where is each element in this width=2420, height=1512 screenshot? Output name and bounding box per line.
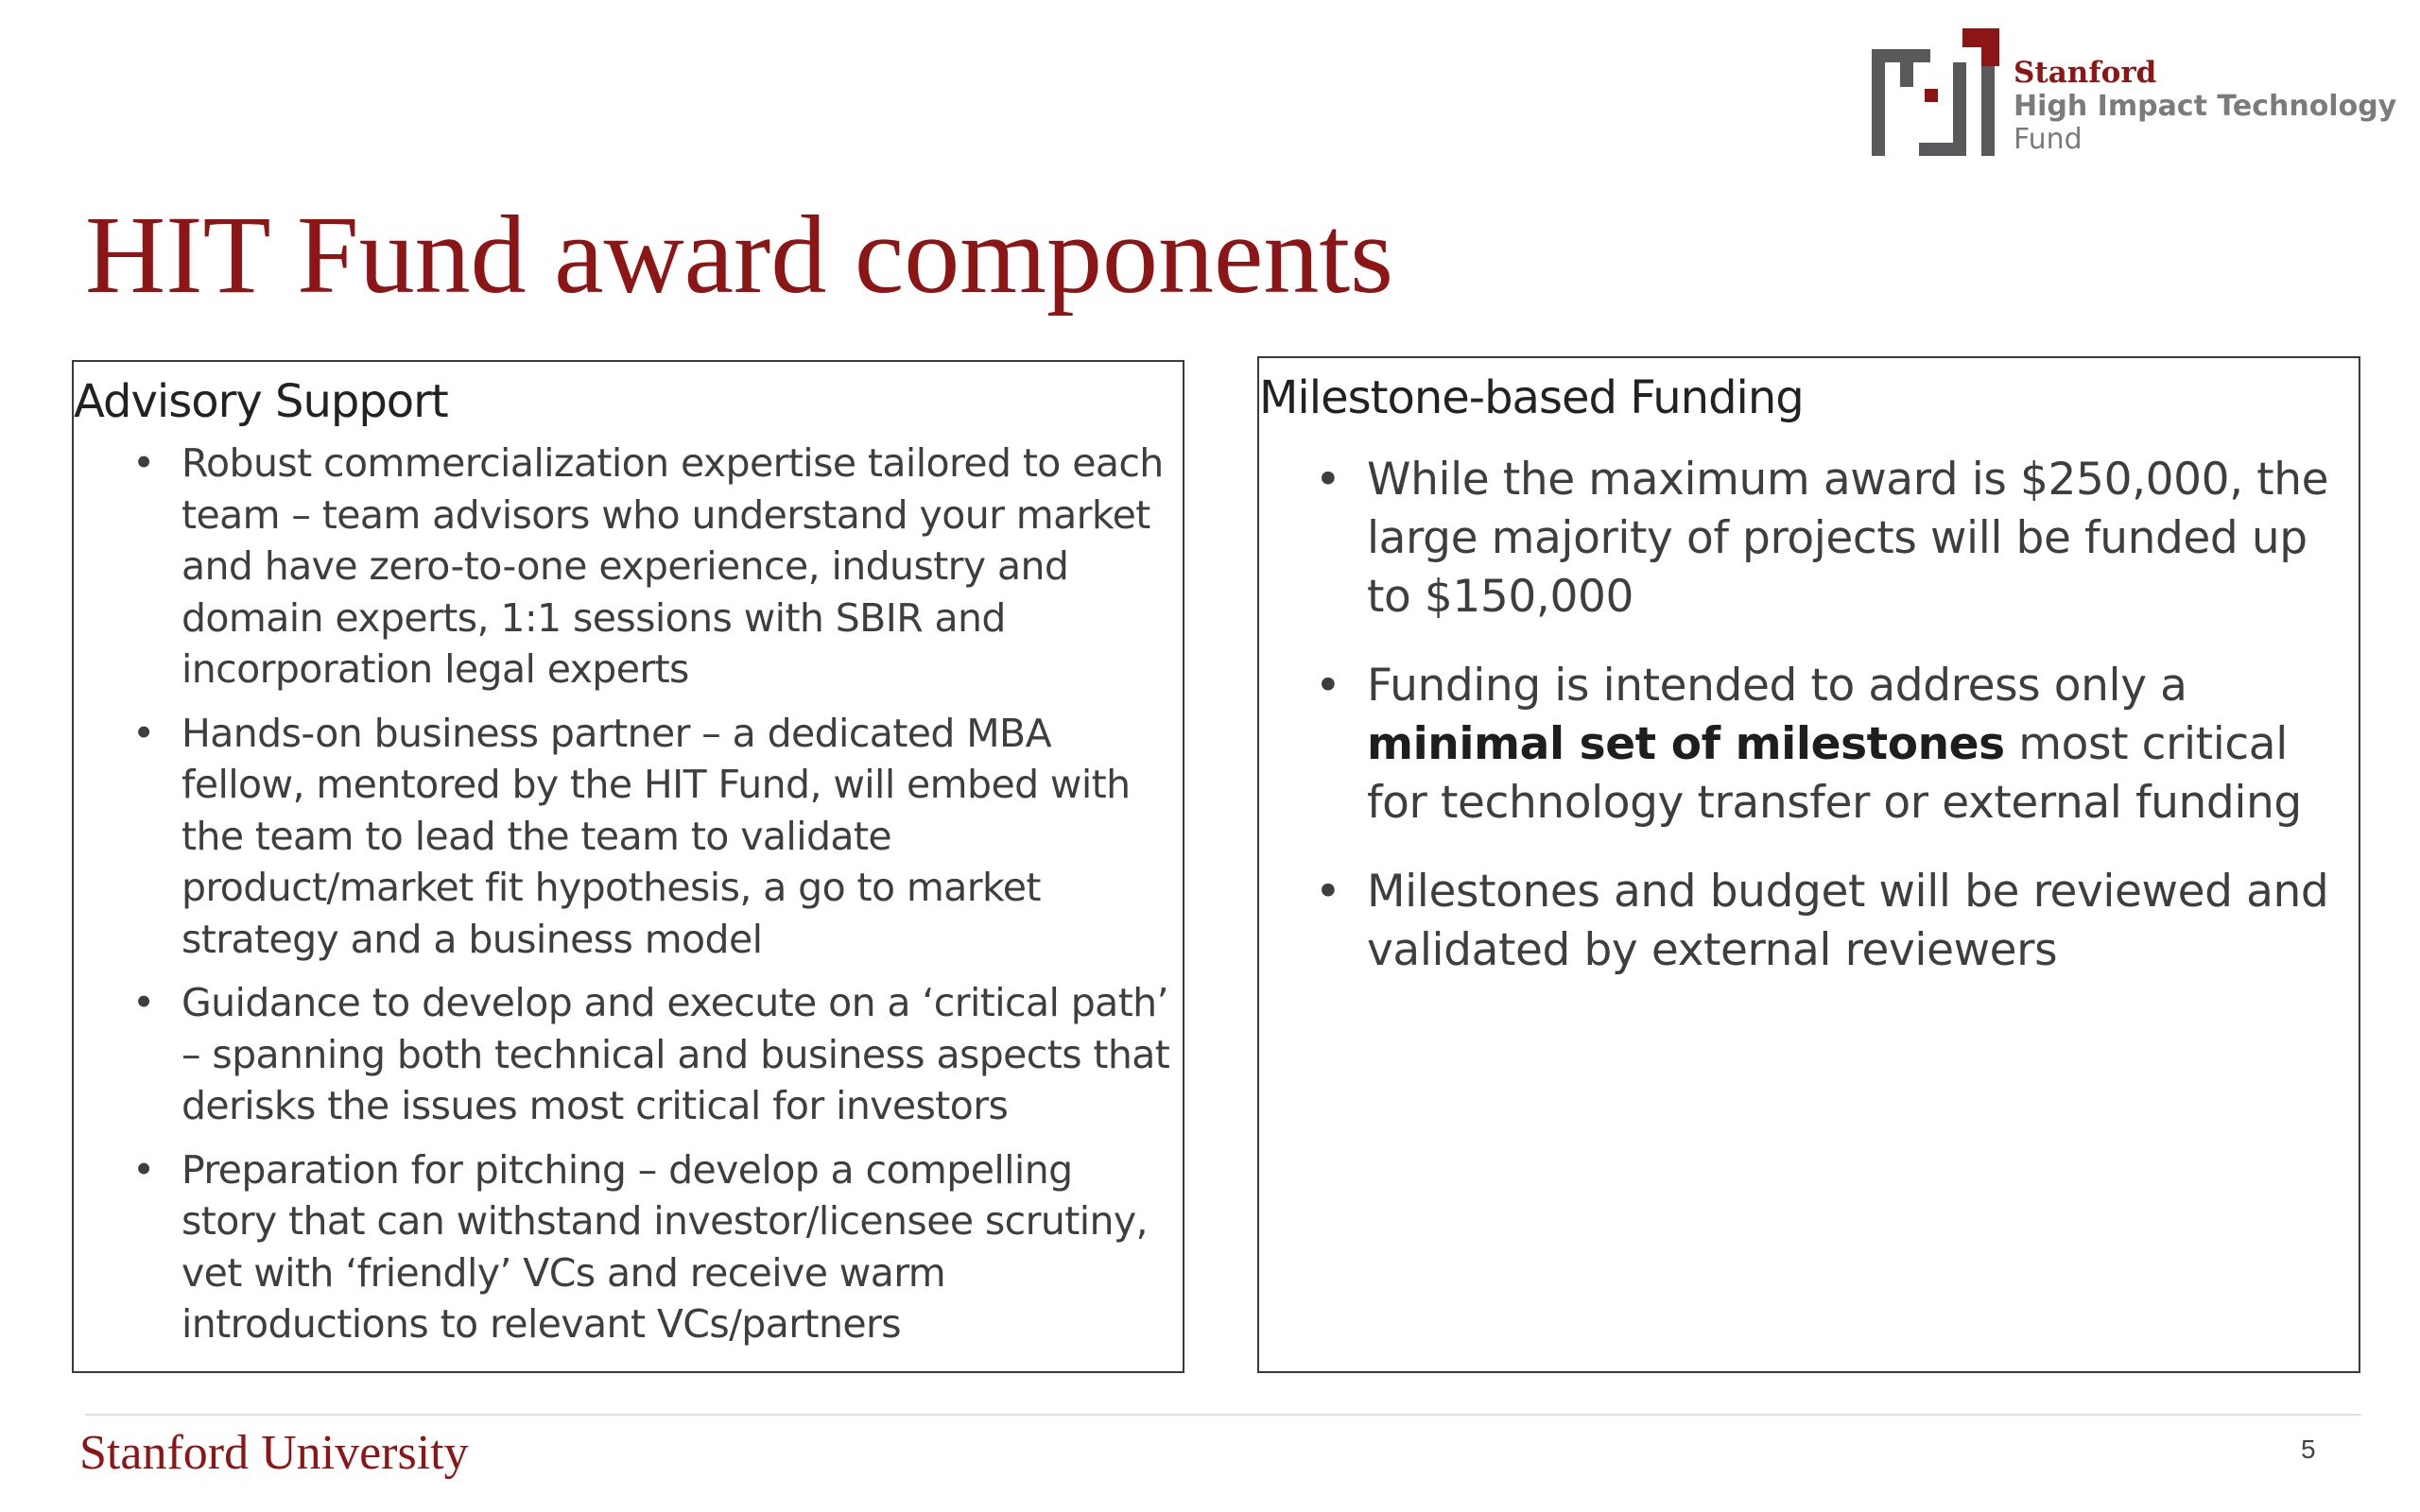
bullet-dot-icon: • — [1315, 866, 1341, 918]
advisory-bullet — [132, 438, 1174, 696]
page-title: HIT Fund award components — [85, 193, 1394, 317]
milestone-bullet-emphasis: minimal set of milestones — [1367, 718, 2005, 770]
logo-line-stanford: Stanford — [2014, 56, 2157, 90]
advisory-support-heading: Advisory Support — [74, 375, 448, 428]
milestone-bullet-text: While the maximum award is $250,000, the large majority of projects will be funded up to $150,000 — [1367, 454, 2329, 623]
bullet-dot-icon: • — [132, 710, 155, 756]
advisory-bullet-list — [132, 438, 1174, 1363]
logo-wordmark — [2014, 57, 2396, 156]
milestone-bullet — [1315, 451, 2350, 627]
milestone-bullet — [1315, 657, 2350, 833]
milestone-bullet-text-lead: Funding is intended to address only a — [1367, 660, 2187, 712]
footer-divider — [85, 1414, 2361, 1416]
footer-brand: Stanford University — [79, 1426, 469, 1480]
bullet-dot-icon: • — [1315, 454, 1341, 506]
bullet-dot-icon: • — [132, 440, 155, 486]
bullet-dot-icon: • — [132, 1146, 155, 1193]
milestone-bullet — [1315, 863, 2350, 980]
milestone-bullet-list — [1315, 451, 2350, 1010]
bullet-dot-icon: • — [1315, 660, 1341, 712]
advisory-bullet-text: Robust commercialization expertise tailored to each team – team advisors who understand your market and have zero-to-one experience, industry and domain experts, 1:1 sessions with SBIR and incorporation legal experts — [182, 440, 1164, 692]
hit-fund-logo — [1872, 28, 2397, 161]
bullet-dot-icon: • — [132, 980, 155, 1025]
page-number: 5 — [2301, 1435, 2316, 1464]
milestone-funding-heading: Milestone-based Funding — [1259, 371, 1804, 424]
advisory-support-box — [72, 360, 1184, 1373]
advisory-bullet-text: Guidance to develop and execute on a ‘critical path’ – spanning both technical and business aspects that derisks the issues most critical for investors — [182, 980, 1170, 1128]
logo-line-fund: Fund — [2014, 123, 2083, 156]
milestone-bullet-text: Milestones and budget will be reviewed and validated by external reviewers — [1367, 866, 2329, 976]
advisory-bullet — [132, 708, 1174, 966]
logo-line-high-impact-technology: High Impact Technology — [2014, 90, 2397, 123]
advisory-bullet — [132, 1144, 1174, 1350]
hit-fund-logo-icon — [1872, 28, 1999, 156]
milestone-bullet-text-tail: most critical for technology transfer or external funding — [1367, 718, 2302, 829]
advisory-bullet-text: Hands-on business partner – a dedicated MBA fellow, mentored by the HIT Fund, will embed with the team to lead the team to validate product/market fit hypothesis, a go to market strategy and a business model — [182, 710, 1131, 962]
advisory-bullet — [132, 977, 1174, 1132]
milestone-funding-box — [1257, 356, 2360, 1373]
advisory-bullet-text: Preparation for pitching – develop a compelling story that can withstand investor/licensee scrutiny, vet with ‘friendly’ VCs and receive warm introductions to relevant VCs/partners — [182, 1146, 1148, 1347]
